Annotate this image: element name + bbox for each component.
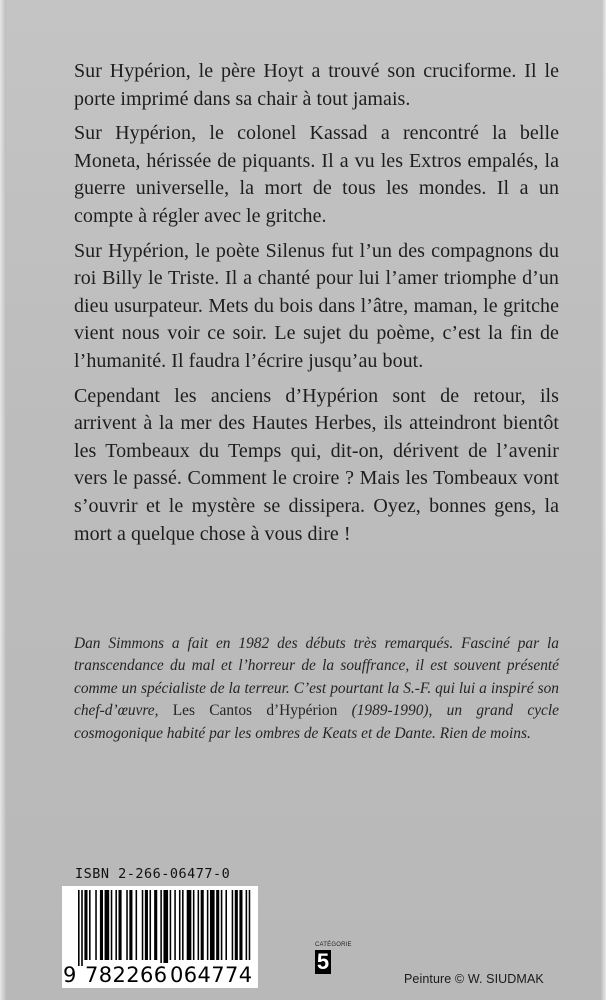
- barcode-bar: [179, 890, 181, 960]
- barcode-bar: [225, 890, 227, 960]
- barcode-bar: [163, 890, 168, 966]
- barcode-bar: [198, 890, 200, 960]
- cover-left-edge: [0, 0, 6, 1000]
- barcode-bar: [221, 890, 223, 960]
- barcode-bar: [174, 890, 176, 960]
- barcode-bar: [235, 890, 238, 960]
- barcode-bar: [210, 890, 215, 960]
- barcode-bar: [182, 890, 184, 960]
- barcode-bar: [136, 890, 138, 960]
- barcode-bar: [232, 890, 234, 960]
- ean-left-group: 782266: [85, 963, 168, 987]
- cover-art-credit: Peinture © W. SIUDMAK: [404, 972, 544, 986]
- barcode-bar: [119, 890, 122, 960]
- barcode-bar: [150, 890, 152, 960]
- author-bio-text-2: (1989-1990), un grand cycle cosmogonique habité par les ombres de Keats et de Dante. Rien de moins.: [74, 702, 559, 742]
- author-bio: [74, 633, 559, 745]
- author-bio-text-1: Dan Simmons a fait en 1982 des débuts très remarqués. Fasciné par la transcendance du mal et l’horreur de la souffrance, il est souvent présenté comme un spécialiste de la terreur. C’est pourtant la S.-F. qui lui a inspiré son chef-d’œuvre,: [74, 635, 559, 720]
- barcode-bar: [95, 890, 97, 960]
- blurb-paragraph-silenus: Sur Hypérion, le poète Silenus fut l’un des compagnons du roi Billy le Triste. Il a chanté pour lui l’amer triomphe d’un dieu usurpateur. Mets du bois dans l’âtre, maman, le gritche vient nous voir ce soir. Le sujet du poème, c’est la fin de l’humanité. Il faudra l’écrire jusqu’au bout.: [74, 239, 559, 372]
- blurb-paragraph-pilgrims: Cependant les anciens d’Hypérion sont de retour, ils arrivent à la mer des Hautes Herbes, ils atteindront bientôt les Tombeaux du Temps qui, dit-on, dérivent de l’avenir vers le passé. Comment le croire ? Mais les Tombeaux vont s’ouvrir et le mystère se dissipera. Oyez, bonnes gens, la mort a quelque chose à vous dire !: [74, 384, 559, 545]
- barcode-bar: [239, 890, 242, 960]
- category-label: CATÉGORIE: [315, 942, 352, 948]
- barcode-bar: [84, 890, 87, 960]
- barcode-bar: [126, 890, 128, 960]
- barcode-bar: [111, 890, 113, 960]
- barcode-bar: [145, 890, 148, 960]
- barcode-bar: [142, 890, 144, 960]
- barcode-bar: [89, 890, 91, 960]
- series-title: Les Cantos d’Hypérion: [172, 702, 338, 720]
- cover-right-edge: [601, 0, 606, 1000]
- ean-right-group: 064774: [170, 963, 253, 987]
- barcode-bar: [207, 890, 209, 960]
- blurb-paragraph-hoyt: Sur Hypérion, le père Hoyt a trouvé son cruciforme. Il le porte imprimé dans sa chair à tout jamais.: [74, 60, 559, 110]
- category-number: 5: [316, 949, 330, 974]
- barcode-bar: [170, 890, 172, 960]
- barcode-bar: [129, 890, 132, 960]
- back-cover-blurb: [74, 58, 559, 555]
- isbn-number: ISBN 2-266-06477-0: [75, 866, 231, 882]
- barcode-bar: [193, 890, 195, 960]
- ean-first-digit: 9: [63, 963, 77, 987]
- barcode-bar: [187, 890, 192, 960]
- barcode-bar: [115, 890, 117, 960]
- barcode-bar: [78, 890, 80, 966]
- barcode-bar: [201, 890, 204, 960]
- barcode-bar: [154, 890, 157, 960]
- barcode-bar: [105, 890, 110, 960]
- barcode-bar: [246, 890, 248, 960]
- barcode-bar: [249, 890, 251, 960]
- barcode-bar: [160, 890, 162, 966]
- barcode-bar: [100, 890, 103, 960]
- category-badge: [315, 942, 352, 974]
- barcode-icon: [62, 886, 258, 966]
- barcode-bar: [216, 890, 219, 960]
- blurb-paragraph-kassad: Sur Hypérion, le colonel Kassad a rencontré la belle Moneta, hérissée de piquants. Il a vu les Extros empalés, la guerre universelle, la mort de tous les mondes. Il a un compte à régler avec le gritche.: [74, 122, 559, 227]
- barcode-bar: [81, 890, 83, 966]
- ean-digits: [62, 961, 258, 989]
